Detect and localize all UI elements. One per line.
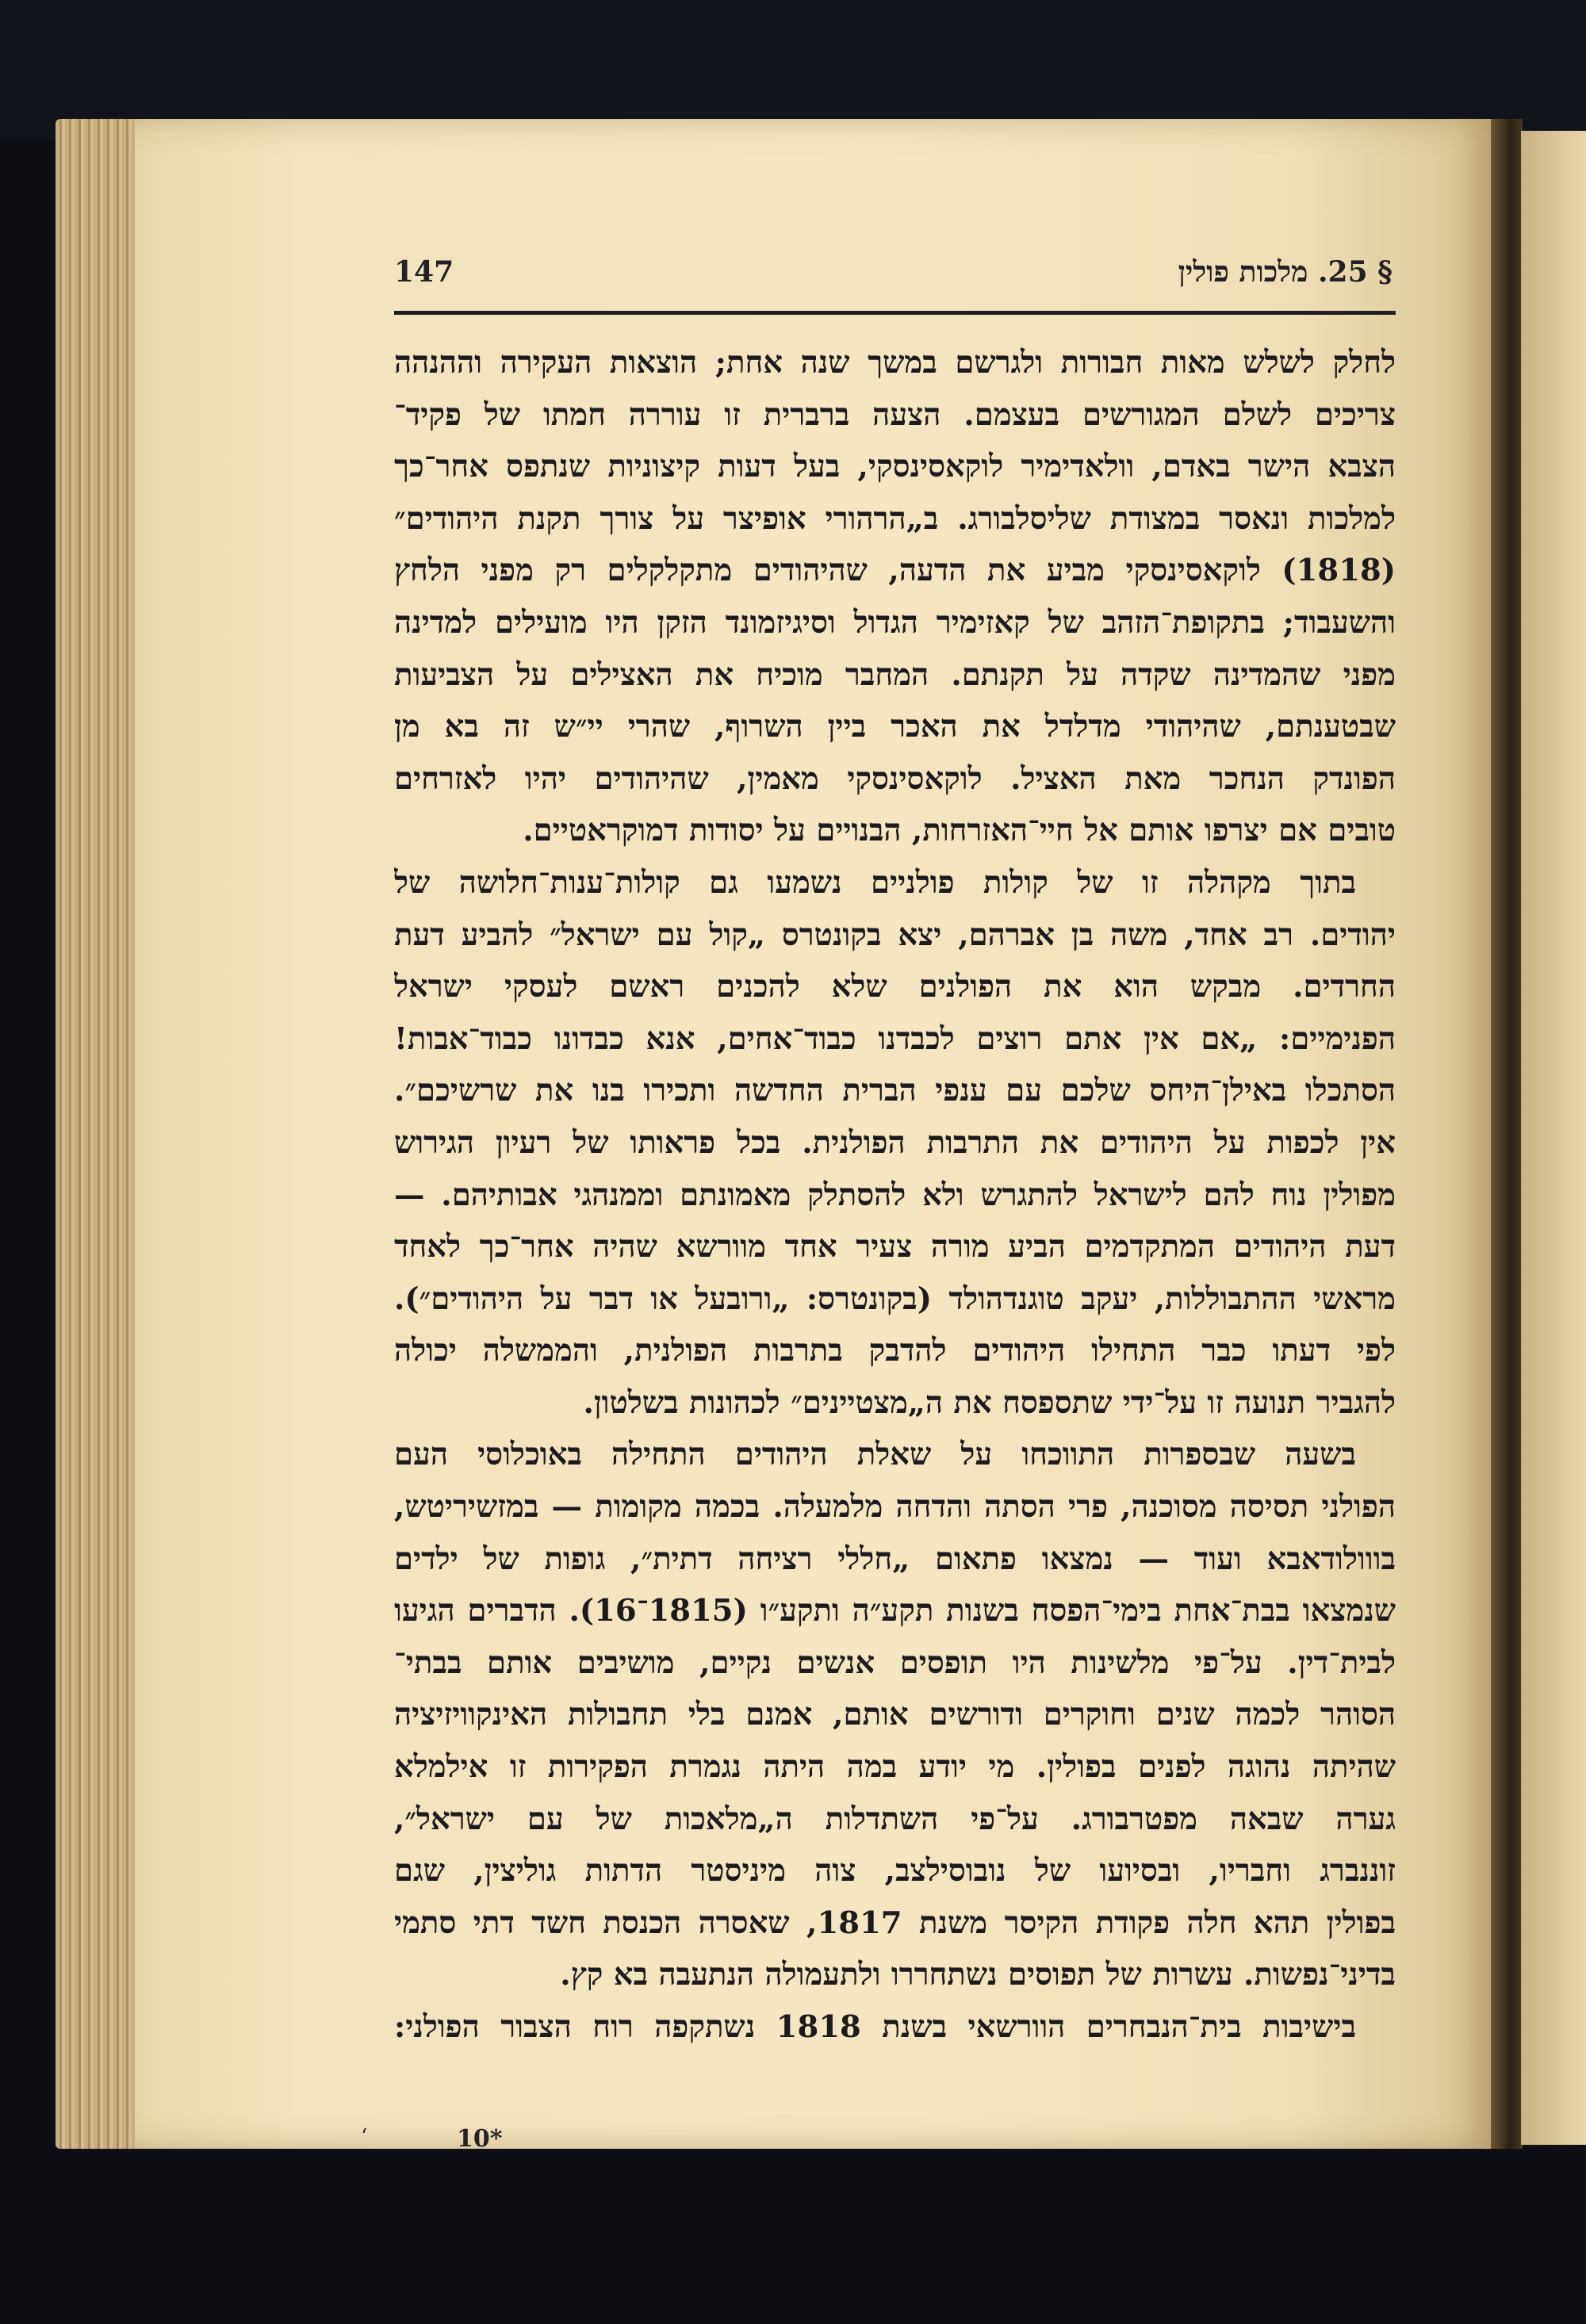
text-line: הסוהר לכמה שנים וחוקרים ודורשים אותם, אמנם בלי תחבולות האינקוויזיציה — [394, 1697, 1396, 1733]
text-line: בדיני־נפשות. עשרות של תפוסים נשתחררו ולתעמולה הנתעבה בא קץ. — [560, 1957, 1396, 1993]
section-title: § 25. מלכות פולין — [1178, 255, 1393, 289]
facing-page-edge — [1521, 131, 1586, 2145]
text-line: החרדים. מבקש הוא את הפולנים שלא להכנים ראשם לעסקי ישראל — [394, 969, 1396, 1005]
text-line: לבית־דין. על־פי מלשינות היו תופסים אנשים נקיים, מושיבים אותם בבתי־ — [394, 1644, 1396, 1681]
text-line: בישיבות בית־הנבחרים הוורשאי בשנת 1818 נשתקפה רוח הצבור הפולני: — [394, 2009, 1356, 2045]
text-line: והשעבוד; בתקופת־הזהב של קאזימיר הגדול וסיגיזמונד הזקן היו מועילים למדינה — [394, 604, 1396, 641]
text-line: מפולין נוח להם לישראל להתגרש ולא להסתלק מאמונתם וממנהגי אבותיהם. — — [394, 1177, 1396, 1213]
text-line: שבטענתם, שהיהודי מדלדל את האכר ביין השרוף, שהרי יי״ש זה בא מן — [394, 709, 1396, 745]
header-rule — [394, 311, 1396, 315]
text-line: דעת היהודים המתקדמים הביע מורה צעיר אחד מוורשא שהיה אחר־כך לאחד — [394, 1229, 1396, 1265]
text-line: צריכים לשלם המגורשים בעצמם. הצעה ברברית זו עוררה חמתו של פקיד־ — [394, 396, 1396, 433]
text-line: אין לכפות על היהודים את התרבות הפולנית. בכל פראותו של רעיון הגירוש — [394, 1124, 1396, 1161]
text-line: הפולני תסיסה מסוכנה, פרי הסתה והדחה מלמעלה. בכמה מקומות — במזשיריטש, — [394, 1489, 1396, 1526]
text-line: (1818) לוקאסינסקי מביע את הדעה, שהיהודים מתקלקלים רק מפני הלחץ — [394, 553, 1396, 589]
text-line: למלכות ונאסר במצודת שליסלבורג. ב„הרהורי אופיצר על צורך תקנת היהודים״ — [394, 500, 1396, 537]
book-cover — [0, 0, 1586, 139]
text-line: בשעה שבספרות התווכחו על שאלת היהודים התחילה באוכלוסי העם — [394, 1437, 1356, 1473]
text-line: גערה שבאה מפטרבורג. על־פי השתדלות ה„מלאכות של עם ישראל״, — [394, 1801, 1396, 1837]
text-line: בתוך מקהלה זו של קולות פולניים נשמעו גם קולות־ענות־חלושה של — [394, 864, 1356, 901]
text-line: להגביר תנועה זו על־ידי שתספסח את ה„מצטיינים״ לכהונות בשלטון. — [583, 1384, 1396, 1421]
text-line: יהודים. רב אחד, משה בן אברהם, יצא בקונטרס „קול עם ישראל״ להביע דעת — [394, 917, 1396, 953]
running-head — [394, 255, 1396, 311]
text-line: לפי דעתו כבר התחילו היהודים להדבק בתרבות הפולנית, והממשלה יכולה — [394, 1333, 1396, 1369]
page-number: 147 — [394, 255, 454, 289]
text-line: הפנימיים: „אם אין אתם רוצים לכבדנו כבוד־אחים, אנא כבדונו כבוד־אבות! — [394, 1020, 1396, 1057]
text-line: מראשי ההתבוללות, יעקב טוגנדהולד (בקונטרס: „ורובעל או דבר על היהודים״). — [394, 1281, 1396, 1317]
text-line: בווולודאבא ועוד — נמצאו פתאום „חללי רציחה דתית״, גופות של ילדים — [394, 1541, 1396, 1577]
text-line: מפני שהמדינה שקדה על תקנתם. המחבר מוכיח את האצילים על הצביעות — [394, 657, 1396, 693]
text-line: לחלק לשלש מאות חבורות ולגרשם במשך שנה אחת; הוצאות העקירה וההנהה — [394, 345, 1396, 381]
text-line: שנמצאו בבת־אחת בימי־הפסח בשנות תקע״ה ותקע״ו (1815־16). הדברים הגיעו — [394, 1593, 1396, 1629]
text-line: הצבא הישר באדם, וולאדימיר לוקאסינסקי, בעל דעות קיצוניות שנתפס אחר־כך — [394, 449, 1396, 485]
text-line: זוננברג וחבריו, ובסיועו של נובוסילצב, צוה מיניסטר הדתות גוליצין, שגם — [394, 1853, 1396, 1889]
signature-mark: 10* — [457, 2125, 503, 2153]
text-line: הסתכלו באילן־היחס שלכם עם ענפי הברית החדשה ותכירו בנו את שרשיכם״. — [394, 1073, 1396, 1109]
text-line: בפולין תהא חלה פקודת הקיסר משנת 1817, שאסרה הכנסת חשד דתי סתמי — [394, 1905, 1396, 1941]
body-text — [394, 337, 1396, 2054]
book-gutter — [1491, 119, 1523, 2149]
text-line: הפונדק הנחכר מאת האציל. לוקאסינסקי מאמין, שהיהודים יהיו לאזרחים — [394, 760, 1396, 797]
margin-tick: ‘ — [361, 2125, 368, 2149]
text-line: שהיתה נהוגה לפנים בפולין. מי יודע במה היתה נגמרת הפקירות זו אילמלא — [394, 1749, 1396, 1786]
text-line: טובים אם יצרפו אותם אל חיי־האזרחות, הבנויים על יסודות דמוקראטיים. — [523, 813, 1396, 849]
